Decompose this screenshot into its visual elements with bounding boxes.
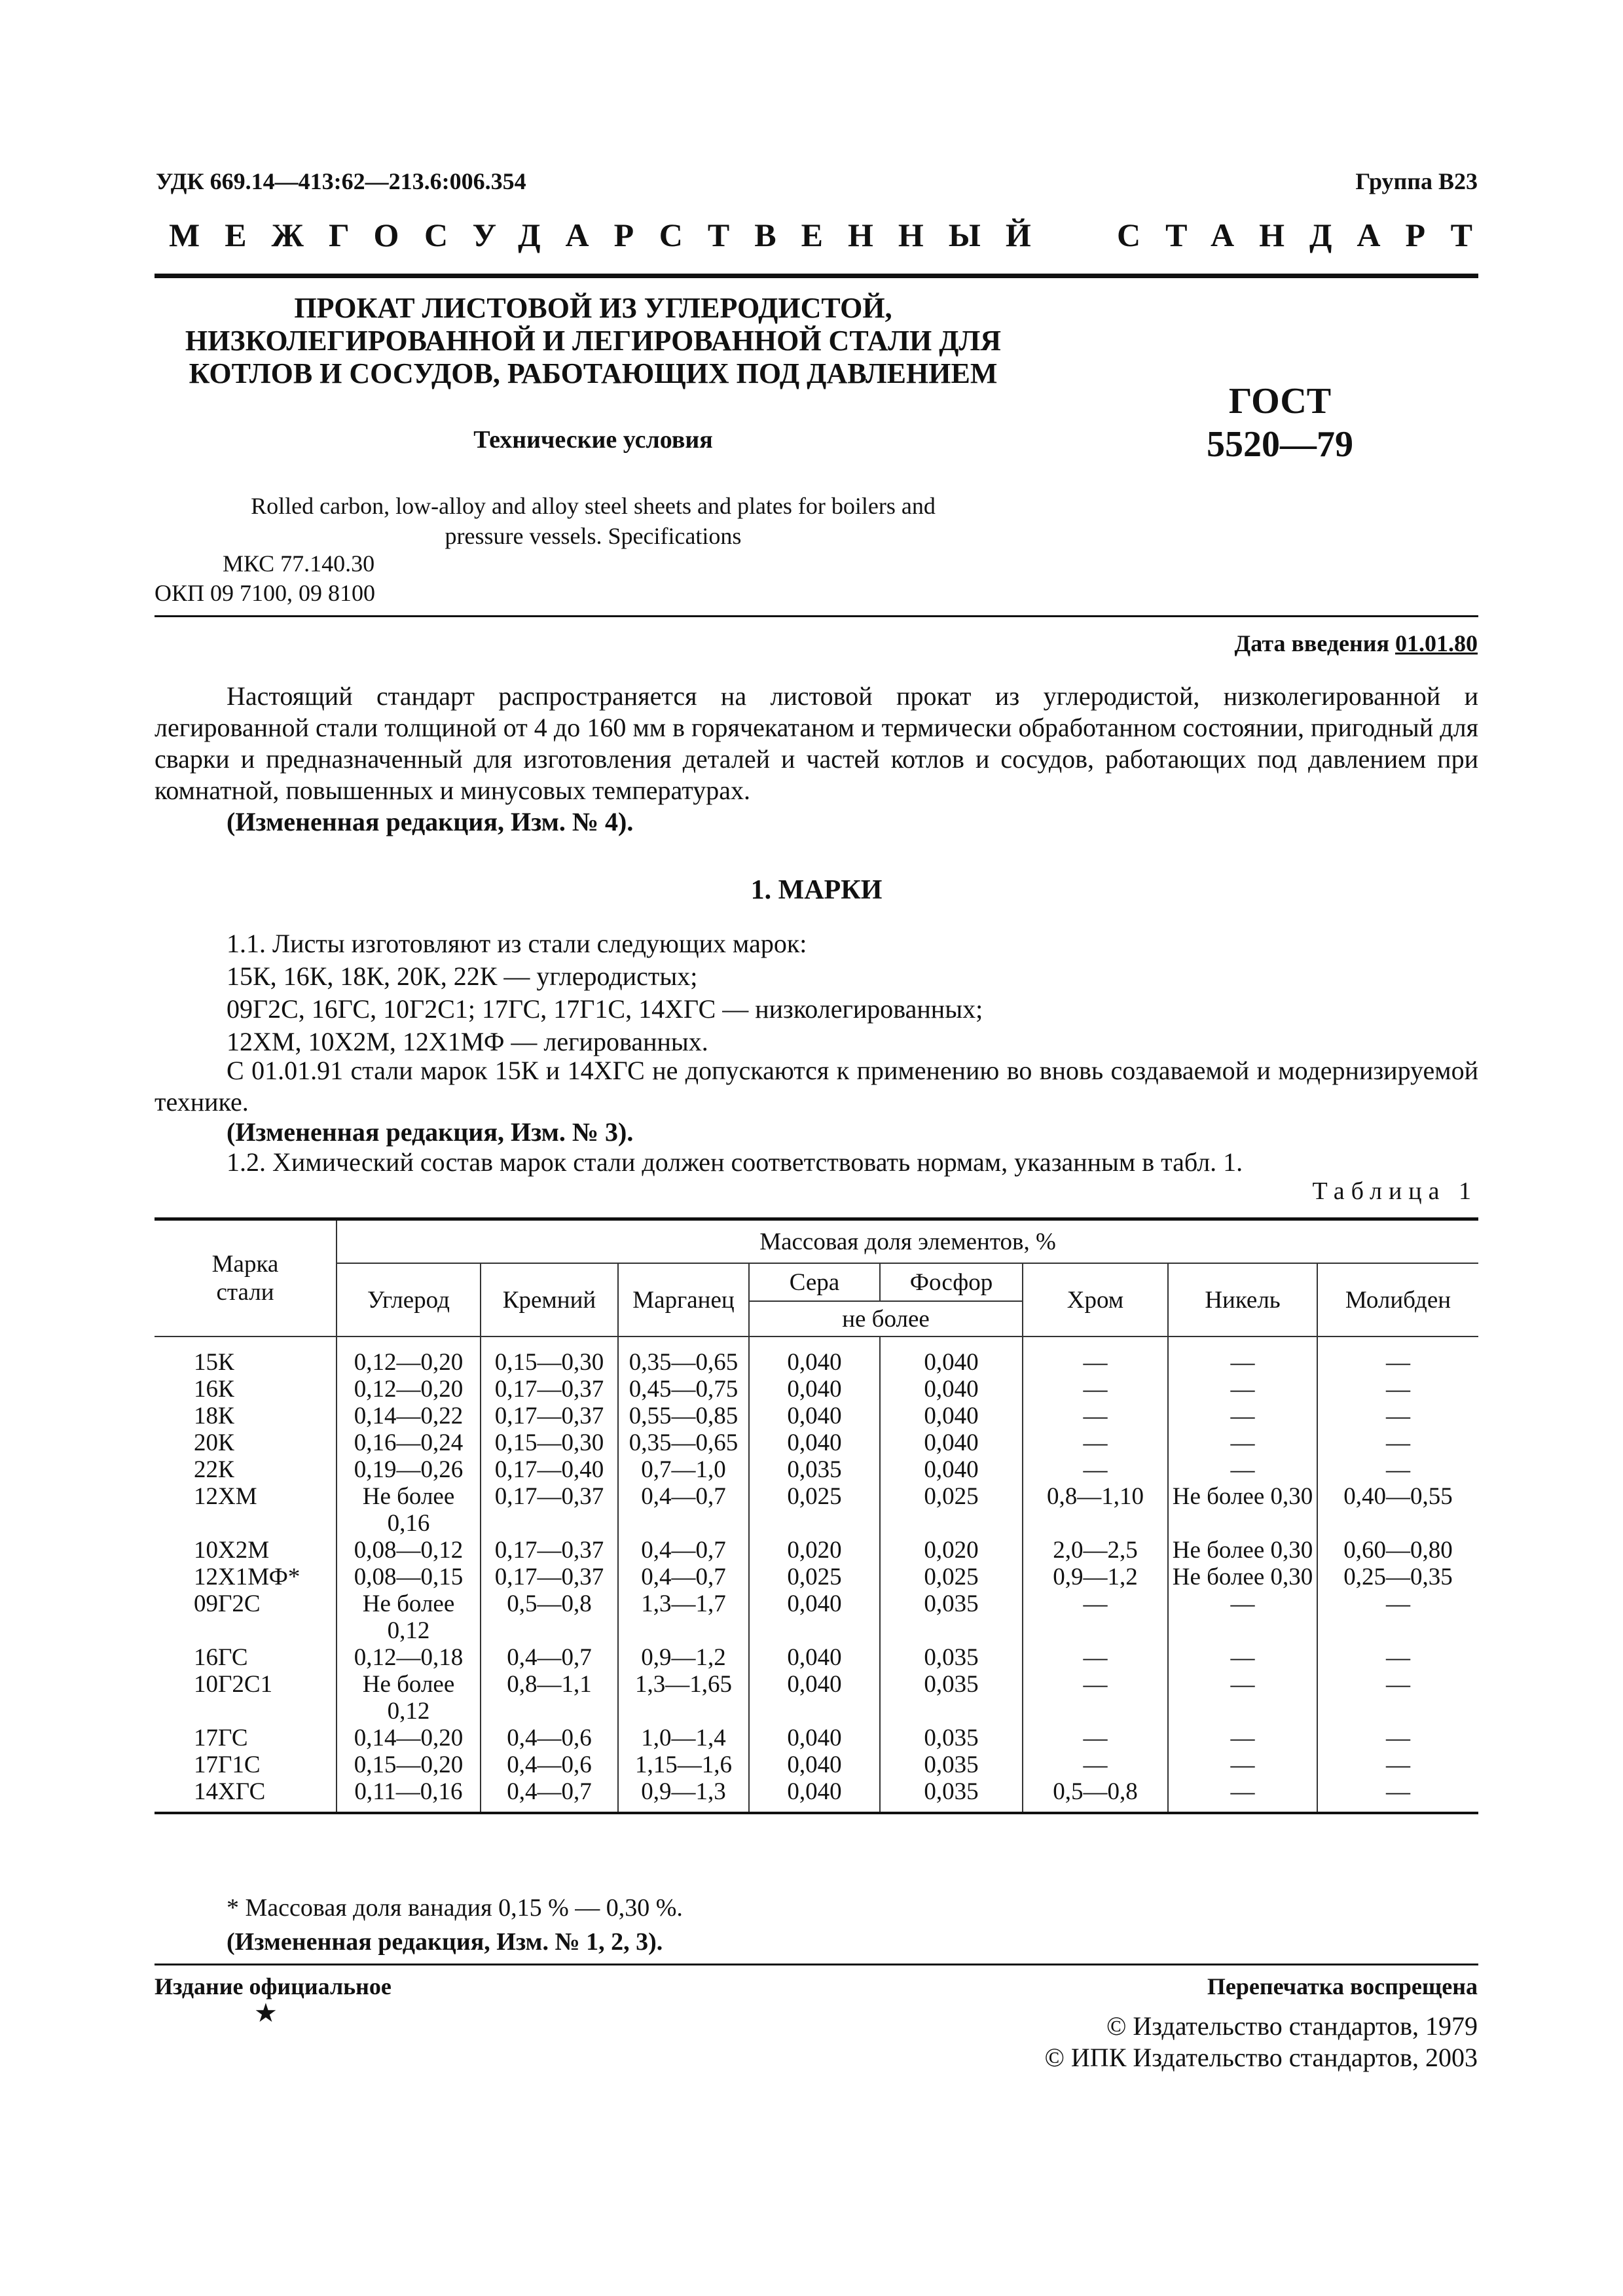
cell-manganese: 0,35—0,65 — [618, 1429, 749, 1456]
cell-sulfur: 0,020 — [749, 1537, 880, 1564]
cell-phosphorus: 0,040 — [880, 1456, 1023, 1483]
col-carbon: Углерод — [337, 1263, 481, 1336]
cell-phosphorus: 0,020 — [880, 1537, 1023, 1564]
cell-carbon: Не более 0,12 — [337, 1671, 481, 1725]
cell-molybdenum: — — [1317, 1429, 1478, 1456]
cell-chromium: — — [1023, 1336, 1168, 1376]
table-row — [155, 1376, 1478, 1403]
table-row — [155, 1644, 1478, 1671]
reprint-notice: Перепечатка воспрещена — [1207, 1973, 1478, 2000]
group-code: Группа В23 — [1355, 168, 1478, 194]
cell-manganese: 0,4—0,7 — [618, 1564, 749, 1590]
star-icon: ★ — [254, 1998, 278, 2028]
cell-grade: 09Г2С — [194, 1590, 261, 1617]
cell-chromium: — — [1023, 1644, 1168, 1671]
cell-phosphorus: 0,040 — [880, 1376, 1023, 1403]
cell-sulfur: 0,040 — [749, 1725, 880, 1751]
cell-silicon: 0,17—0,37 — [481, 1376, 618, 1403]
footer-rule — [155, 1964, 1478, 1965]
cell-manganese: 0,4—0,7 — [618, 1483, 749, 1537]
cell-grade: 20К — [194, 1429, 234, 1456]
cell-carbon: 0,11—0,16 — [337, 1778, 481, 1813]
cell-carbon: 0,08—0,12 — [337, 1537, 481, 1564]
carbon-grades: 15К, 16К, 18К, 20К, 22К — углеродистых; — [227, 961, 698, 991]
cell-nickel: — — [1168, 1429, 1317, 1456]
cell-nickel: — — [1168, 1725, 1317, 1751]
document-title — [155, 292, 1032, 390]
col-phosphorus: Фосфор — [880, 1263, 1023, 1301]
introduction-date-label: Дата введения — [1234, 630, 1389, 656]
cell-carbon: 0,12—0,20 — [337, 1376, 481, 1403]
okp-code: ОКП 09 7100, 09 8100 — [155, 580, 376, 606]
cell-nickel: Не более 0,30 — [1168, 1483, 1317, 1537]
table-row — [155, 1751, 1478, 1778]
cell-nickel: — — [1168, 1376, 1317, 1403]
cell-carbon: 0,16—0,24 — [337, 1429, 481, 1456]
cell-carbon: 0,19—0,26 — [337, 1456, 481, 1483]
cell-molybdenum: — — [1317, 1778, 1478, 1813]
cell-sulfur: 0,040 — [749, 1336, 880, 1376]
col-manganese: Марганец — [618, 1263, 749, 1336]
title-rule — [155, 615, 1478, 617]
cell-nickel: — — [1168, 1644, 1317, 1671]
introduction-date — [1235, 630, 1478, 657]
table-row — [155, 1590, 1478, 1644]
official-edition: Издание официальное — [155, 1973, 392, 2000]
english-title-line: Rolled carbon, low-alloy and alloy steel sheets and plates for boilers and — [251, 493, 936, 519]
cell-carbon: Не более 0,16 — [337, 1483, 481, 1537]
cell-molybdenum: 0,25—0,35 — [1317, 1564, 1478, 1590]
cell-grade: 12ХМ — [194, 1483, 257, 1510]
cell-carbon: 0,08—0,15 — [337, 1564, 481, 1590]
scope-paragraph: Настоящий стандарт распространяется на листовой прокат из углеродистой, низколегированной и легированной стали толщиной от 4 до 160 мм в горячекатаном и термически обработанном состоянии, пригодный для сварки и предназначенный для изготовления деталей и частей котлов и сосудов, работающих под давлением при комнатной, повышенных и минусовых температурах. — [155, 681, 1478, 805]
cell-sulfur: 0,040 — [749, 1751, 880, 1778]
cell-phosphorus: 0,040 — [880, 1336, 1023, 1376]
cell-molybdenum: — — [1317, 1751, 1478, 1778]
cell-phosphorus: 0,040 — [880, 1403, 1023, 1429]
cell-nickel: — — [1168, 1336, 1317, 1376]
cell-nickel: — — [1168, 1778, 1317, 1813]
interstate-label: МЕЖГОСУДАРСТВЕННЫЙ — [169, 217, 1056, 253]
cell-chromium: 0,9—1,2 — [1023, 1564, 1168, 1590]
cell-silicon: 0,4—0,7 — [481, 1644, 618, 1671]
cell-chromium: — — [1023, 1590, 1168, 1644]
gost-number — [1172, 380, 1388, 466]
cell-grade: 16К — [194, 1376, 234, 1403]
cell-phosphorus: 0,025 — [880, 1564, 1023, 1590]
cell-sulfur: 0,040 — [749, 1671, 880, 1725]
cell-nickel: — — [1168, 1751, 1317, 1778]
cell-phosphorus: 0,035 — [880, 1590, 1023, 1644]
gost-code: 5520—79 — [1207, 424, 1353, 465]
cell-nickel: — — [1168, 1403, 1317, 1429]
cell-silicon: 0,17—0,37 — [481, 1483, 618, 1537]
cell-nickel: — — [1168, 1456, 1317, 1483]
cell-grade: 22К — [194, 1456, 234, 1483]
cell-chromium: — — [1023, 1376, 1168, 1403]
cell-carbon: 0,12—0,20 — [337, 1336, 481, 1376]
cell-chromium: 2,0—2,5 — [1023, 1537, 1168, 1564]
cell-molybdenum: — — [1317, 1725, 1478, 1751]
cell-chromium: — — [1023, 1456, 1168, 1483]
table-row — [155, 1564, 1478, 1590]
cell-grade: 15К — [194, 1349, 234, 1376]
title-line: ПРОКАТ ЛИСТОВОЙ ИЗ УГЛЕРОДИСТОЙ, — [294, 292, 892, 324]
cell-sulfur: 0,025 — [749, 1483, 880, 1537]
cell-carbon: 0,15—0,20 — [337, 1751, 481, 1778]
cell-grade: 10Х2М — [194, 1537, 270, 1564]
cell-nickel: — — [1168, 1671, 1317, 1725]
alloy-grades: 12ХМ, 10Х2М, 12Х1МФ — легированных. — [227, 1027, 708, 1056]
cell-grade: 14ХГС — [194, 1778, 266, 1805]
cell-sulfur: 0,025 — [749, 1564, 880, 1590]
cell-sulfur: 0,040 — [749, 1590, 880, 1644]
cell-sulfur: 0,040 — [749, 1376, 880, 1403]
clause-1-2: 1.2. Химический состав марок стали должен соответствовать нормам, указанным в табл. 1. — [227, 1147, 1243, 1177]
low-alloy-grades: 09Г2С, 16ГС, 10Г2С1; 17ГС, 17Г1С, 14ХГС — низколегированных; — [227, 994, 983, 1024]
col-sulfur: Сера — [749, 1263, 880, 1301]
cell-molybdenum: — — [1317, 1644, 1478, 1671]
document-subtitle: Технические условия — [473, 426, 713, 454]
cell-grade: 18К — [194, 1403, 234, 1429]
cell-silicon: 0,8—1,1 — [481, 1671, 618, 1725]
restriction-paragraph: С 01.01.91 стали марок 15К и 14ХГС не допускаются к применению во вновь создаваемой и модернизируемой технике. — [155, 1056, 1478, 1117]
scope-amendment: (Измененная редакция, Изм. № 4). — [227, 807, 634, 836]
cell-sulfur: 0,035 — [749, 1456, 880, 1483]
cell-grade: 17ГС — [194, 1725, 248, 1751]
cell-manganese: 1,15—1,6 — [618, 1751, 749, 1778]
cell-manganese: 0,45—0,75 — [618, 1376, 749, 1403]
cell-chromium: — — [1023, 1671, 1168, 1725]
table-row — [155, 1429, 1478, 1456]
cell-silicon: 0,4—0,6 — [481, 1725, 618, 1751]
cell-chromium: 0,8—1,10 — [1023, 1483, 1168, 1537]
cell-manganese: 0,9—1,3 — [618, 1778, 749, 1813]
cell-silicon: 0,17—0,37 — [481, 1403, 618, 1429]
cell-nickel: — — [1168, 1590, 1317, 1644]
copyright-2003: © ИПК Издательство стандартов, 2003 — [1044, 2043, 1478, 2072]
cell-phosphorus: 0,025 — [880, 1483, 1023, 1537]
cell-grade: 17Г1С — [194, 1751, 261, 1778]
table-row — [155, 1671, 1478, 1725]
col-grade: Марка стали — [155, 1219, 337, 1337]
section-amendment: (Измененная редакция, Изм. № 3). — [227, 1117, 634, 1147]
cell-silicon: 0,17—0,37 — [481, 1537, 618, 1564]
cell-chromium: 0,5—0,8 — [1023, 1778, 1168, 1813]
cell-manganese: 0,7—1,0 — [618, 1456, 749, 1483]
english-title — [155, 491, 1032, 551]
cell-phosphorus: 0,035 — [880, 1725, 1023, 1751]
table-label: Таблица 1 — [1312, 1177, 1478, 1205]
cell-manganese: 0,4—0,7 — [618, 1537, 749, 1564]
section-heading: 1. МАРКИ — [750, 875, 883, 905]
gost-label: ГОСТ — [1228, 381, 1332, 422]
cell-molybdenum: — — [1317, 1590, 1478, 1644]
cell-manganese: 0,9—1,2 — [618, 1644, 749, 1671]
cell-chromium: — — [1023, 1725, 1168, 1751]
header-rule — [155, 274, 1478, 278]
cell-carbon: Не более 0,12 — [337, 1590, 481, 1644]
standard-label: СТАНДАРТ — [1117, 217, 1497, 253]
table-footnote: * Массовая доля ванадия 0,15 % — 0,30 %. — [227, 1894, 683, 1922]
cell-manganese: 0,35—0,65 — [618, 1336, 749, 1376]
title-line: НИЗКОЛЕГИРОВАННОЙ И ЛЕГИРОВАННОЙ СТАЛИ ДЛЯ — [185, 325, 1002, 357]
table-row — [155, 1336, 1478, 1376]
cell-phosphorus: 0,035 — [880, 1751, 1023, 1778]
cell-silicon: 0,15—0,30 — [481, 1429, 618, 1456]
cell-silicon: 0,4—0,6 — [481, 1751, 618, 1778]
table-row — [155, 1456, 1478, 1483]
cell-phosphorus: 0,035 — [880, 1644, 1023, 1671]
col-max-note: не более — [749, 1301, 1023, 1336]
cell-molybdenum: — — [1317, 1671, 1478, 1725]
cell-chromium: — — [1023, 1403, 1168, 1429]
cell-nickel: Не более 0,30 — [1168, 1537, 1317, 1564]
cell-phosphorus: 0,035 — [880, 1778, 1023, 1813]
col-nickel: Никель — [1168, 1263, 1317, 1336]
cell-grade: 10Г2С1 — [194, 1671, 273, 1698]
col-silicon: Кремний — [481, 1263, 618, 1336]
chemical-composition-table — [155, 1217, 1478, 1814]
cell-silicon: 0,17—0,37 — [481, 1564, 618, 1590]
col-molybdenum: Молибден — [1317, 1263, 1478, 1336]
col-chromium: Хром — [1023, 1263, 1168, 1336]
cell-carbon: 0,14—0,22 — [337, 1403, 481, 1429]
cell-molybdenum: — — [1317, 1336, 1478, 1376]
table-amendment: (Измененная редакция, Изм. № 1, 2, 3). — [227, 1928, 663, 1956]
title-line: КОТЛОВ И СОСУДОВ, РАБОТАЮЩИХ ПОД ДАВЛЕНИЕМ — [189, 357, 998, 389]
cell-grade: 16ГС — [194, 1644, 248, 1671]
cell-carbon: 0,14—0,20 — [337, 1725, 481, 1751]
cell-manganese: 1,3—1,65 — [618, 1671, 749, 1725]
udk-code: УДК 669.14—413:62—213.6:006.354 — [156, 168, 526, 194]
table-row — [155, 1778, 1478, 1813]
cell-manganese: 0,55—0,85 — [618, 1403, 749, 1429]
table-row — [155, 1725, 1478, 1751]
table-row — [155, 1483, 1478, 1537]
cell-phosphorus: 0,040 — [880, 1429, 1023, 1456]
cell-silicon: 0,5—0,8 — [481, 1590, 618, 1644]
cell-silicon: 0,15—0,30 — [481, 1336, 618, 1376]
copyright-1979: © Издательство стандартов, 1979 — [1106, 2011, 1478, 2041]
cell-sulfur: 0,040 — [749, 1778, 880, 1813]
table-row — [155, 1403, 1478, 1429]
mks-code: МКС 77.140.30 — [223, 550, 375, 577]
cell-carbon: 0,12—0,18 — [337, 1644, 481, 1671]
cell-chromium: — — [1023, 1429, 1168, 1456]
cell-grade: 12Х1МФ* — [194, 1564, 301, 1590]
cell-molybdenum: — — [1317, 1403, 1478, 1429]
cell-sulfur: 0,040 — [749, 1429, 880, 1456]
cell-molybdenum: 0,40—0,55 — [1317, 1483, 1478, 1537]
cell-nickel: Не более 0,30 — [1168, 1564, 1317, 1590]
cell-manganese: 1,3—1,7 — [618, 1590, 749, 1644]
cell-phosphorus: 0,035 — [880, 1671, 1023, 1725]
clause-1-1: 1.1. Листы изготовляют из стали следующих марок: — [227, 929, 807, 958]
english-title-line: pressure vessels. Specifications — [445, 523, 742, 549]
col-group-mass-fraction: Массовая доля элементов, % — [337, 1219, 1478, 1264]
cell-molybdenum: — — [1317, 1376, 1478, 1403]
introduction-date-value: 01.01.80 — [1395, 630, 1478, 656]
cell-sulfur: 0,040 — [749, 1644, 880, 1671]
cell-silicon: 0,17—0,40 — [481, 1456, 618, 1483]
cell-chromium: — — [1023, 1751, 1168, 1778]
cell-molybdenum: — — [1317, 1456, 1478, 1483]
cell-silicon: 0,4—0,7 — [481, 1778, 618, 1813]
cell-molybdenum: 0,60—0,80 — [1317, 1537, 1478, 1564]
cell-sulfur: 0,040 — [749, 1403, 880, 1429]
table-row — [155, 1537, 1478, 1564]
cell-manganese: 1,0—1,4 — [618, 1725, 749, 1751]
